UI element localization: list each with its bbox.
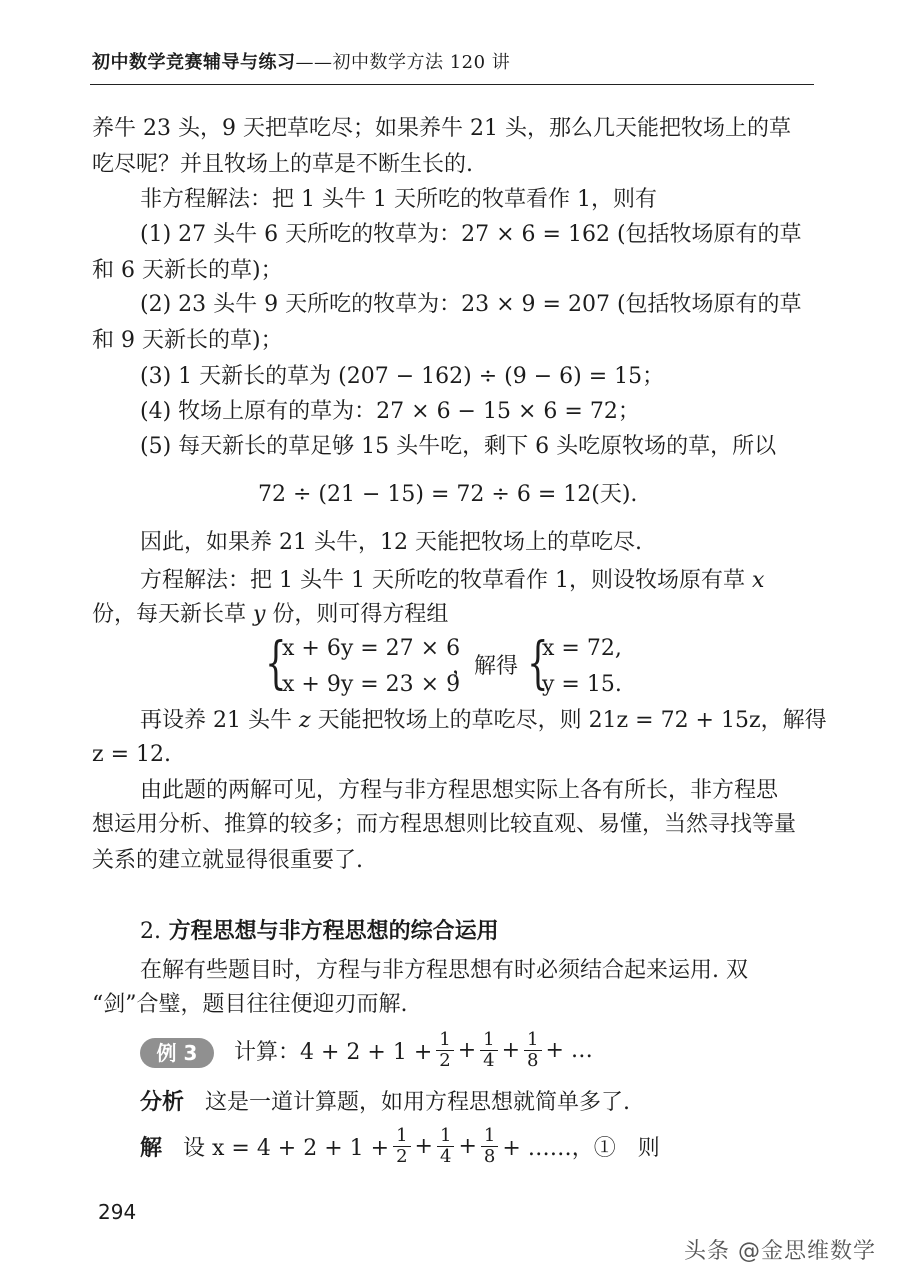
fraction: $\frac{1}{2}$	[393, 1126, 410, 1167]
step-3-line: (3) 1 天新长的草为 (207 − 162) ÷ (9 − 6) = 15；	[140, 364, 665, 389]
fraction: $\frac{1}{2}$	[436, 1030, 453, 1071]
left-brace-2: {	[527, 631, 549, 696]
text-line: 方程解法：把 1 头牛 1 天所吃的牧草看作 1，则设牧场原有草 x	[140, 568, 765, 593]
system-solve-label: ，解得	[452, 654, 519, 679]
page-number: 294	[98, 1200, 137, 1224]
text-line: z = 12.	[92, 742, 171, 767]
step-4-line: (4) 牧场上原有的草为：27 × 6 − 15 × 6 = 72；	[140, 399, 640, 424]
fraction: $\frac{1}{4}$	[437, 1126, 454, 1167]
system-1-line-2: x + 9y = 23 × 9	[282, 672, 461, 697]
left-brace-1: {	[265, 631, 287, 696]
fraction: $\frac{1}{8}$	[524, 1030, 541, 1071]
analysis-label: 分析	[140, 1090, 185, 1115]
header-rule	[90, 84, 814, 85]
system-2-line-2: y = 15.	[542, 672, 622, 697]
text-line: 吃尽呢？并且牧场上的草是不断生长的.	[92, 152, 473, 177]
text-line: 由此题的两解可见，方程与非方程思想实际上各有所长，非方程思	[140, 778, 779, 803]
text-line: 关系的建立就显得很重要了.	[92, 848, 363, 873]
text-line: 份，每天新长草 y 份，则可得方程组	[92, 602, 449, 627]
section-heading	[140, 914, 499, 945]
text-line: 因此，如果养 21 头牛，12 天能把牧场上的草吃尽.	[140, 530, 642, 555]
text-line: 养牛 23 头，9 天把草吃尽；如果养牛 21 头，那么几天能把牧场上的草	[92, 116, 791, 141]
step-1-cont: 和 6 天新长的草)；	[92, 258, 283, 283]
step-2-line: (2) 23 头牛 9 天所吃的牧草为：23 × 9 = 207 (包括牧场原有的草	[140, 292, 802, 317]
text-line: 再设养 21 头牛 z 天能把牧场上的草吃尽，则 21z = 72 + 15z，解得	[140, 708, 827, 733]
solution-label: 解	[140, 1136, 163, 1161]
text-line: “剑”合璧，题目往往便迎刃而解.	[92, 992, 408, 1017]
solution-line: 解 设 x = 4 + 2 + 1 + $\frac{1}{2}$ + $\frac{1}{4}$ + $\frac{1}{8}$ + ……，① 则	[140, 1125, 660, 1167]
centered-equation: 72 ÷ (21 − 15) = 72 ÷ 6 = 12(天).	[258, 482, 638, 507]
running-header	[92, 48, 510, 74]
system-1-line-1: x + 6y = 27 × 6	[282, 636, 461, 661]
fraction: $\frac{1}{4}$	[480, 1030, 497, 1071]
analysis-line	[140, 1088, 630, 1118]
step-1-line: (1) 27 头牛 6 天所吃的牧草为：27 × 6 = 162 (包括牧场原有的草	[140, 222, 802, 247]
header-dash: ——	[295, 52, 333, 73]
system-2-line-1: x = 72,	[542, 636, 622, 661]
step-5-line: (5) 每天新长的草足够 15 头牛吃，剩下 6 头吃原牧场的草，所以	[140, 434, 777, 459]
section-number: 2.	[140, 919, 161, 944]
step-2-cont: 和 9 天新长的草)；	[92, 328, 283, 353]
book-title: 初中数学竞赛辅导与练习	[92, 52, 296, 73]
section-title: 方程思想与非方程思想的综合运用	[168, 919, 499, 944]
text-line: 想运用分析、推算的较多；而方程思想则比较直观、易懂，当然寻找等量	[92, 812, 797, 837]
fraction: $\frac{1}{8}$	[481, 1126, 498, 1167]
watermark: 头条 @金思维数学	[684, 1239, 876, 1264]
header-subtitle: 初中数学方法 120 讲	[332, 52, 511, 73]
text-line: 非方程解法：把 1 头牛 1 天所吃的牧草看作 1，则有	[140, 187, 657, 212]
example-badge: 例 3	[140, 1038, 214, 1068]
example-problem: 计算：4 + 2 + 1 + $\frac{1}{2}$ + $\frac{1}{4}$ + $\frac{1}{8}$ + …	[234, 1029, 593, 1071]
analysis-text: 这是一道计算题，如用方程思想就简单多了.	[205, 1090, 630, 1115]
text-line: 在解有些题目时，方程与非方程思想有时必须结合起来运用. 双	[140, 958, 748, 983]
